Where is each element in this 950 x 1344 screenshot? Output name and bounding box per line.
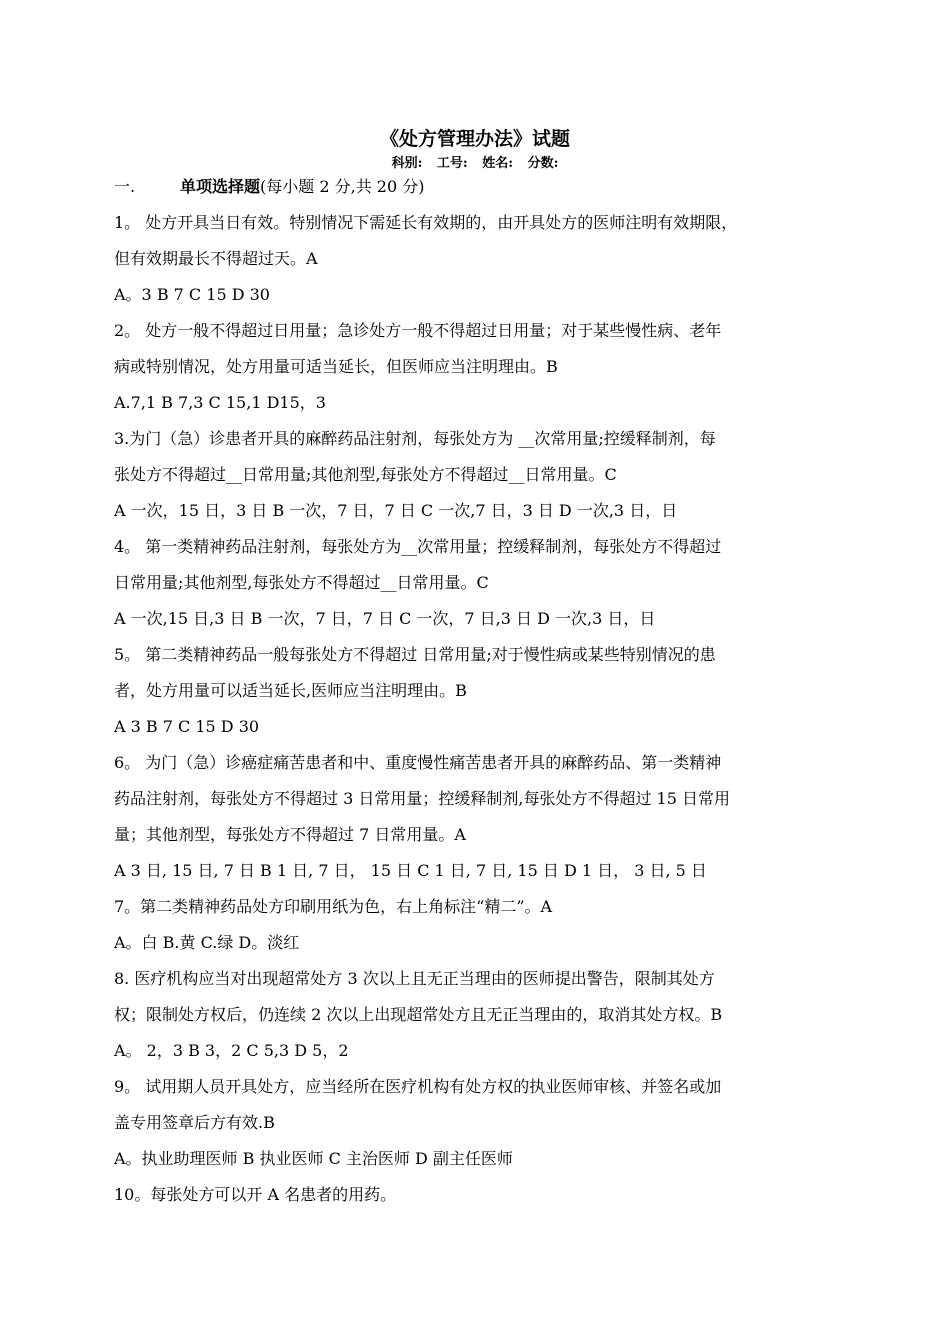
question-1-line-2: 但有效期最长不得超过天。A	[114, 249, 318, 268]
question-4-options: A 一次,15 日,3 日 B 一次，7 日，7 日 C 一次，7 日,3 日 D 一次,3 日，日	[114, 609, 656, 628]
question-8-options: A。 2，3 B 3，2 C 5,3 D 5，2	[114, 1041, 349, 1060]
question-5-line-2: 者，处方用量可以适当延长,医师应当注明理由。B	[114, 681, 467, 700]
score-label: 分数:	[527, 156, 559, 171]
question-3-line-2: 张处方不得超过__日常用量;其他剂型,每张处方不得超过__日常用量。C	[114, 465, 617, 484]
question-6-options: A 3 日, 15 日, 7 日 B 1 日, 7 日， 15 日 C 1 日, 7 日, 15 日 D 1 日， 3 日, 5 日	[114, 861, 707, 880]
question-6-line-2: 药品注射剂，每张处方不得超过 3 日常用量；控缓释制剂,每张处方不得超过 15 日常用	[114, 789, 730, 808]
section-number: 一.	[114, 177, 136, 196]
question-4-line-2: 日常用量;其他剂型,每张处方不得超过__日常用量。C	[114, 573, 489, 592]
question-3-options: A 一次，15 日，3 日 B 一次，7 日，7 日 C 一次,7 日，3 日 D 一次,3 日，日	[114, 501, 678, 520]
document-title: 《处方管理办法》试题	[379, 128, 570, 150]
question-2-line-1: 2。 处方一般不得超过日用量；急诊处方一般不得超过日用量；对于某些慢性病、老年	[114, 321, 722, 340]
question-8-line-1: 8. 医疗机构应当对出现超常处方 3 次以上且无正当理由的医师提出警告，限制其处方	[114, 969, 715, 988]
question-10-line-1: 10。每张处方可以开 A 名患者的用药。	[114, 1185, 397, 1204]
question-7-line-1: 7。第二类精神药品处方印刷用纸为色，右上角标注“精二”。A	[114, 897, 553, 916]
question-5-line-1: 5。 第二类精神药品一般每张处方不得超过 日常用量;对于慢性病或某些特别情况的患	[114, 645, 716, 664]
question-9-options: A。执业助理医师 B 执业医师 C 主治医师 D 副主任医师	[114, 1149, 513, 1168]
question-2-options: A.7,1 B 7,3 C 15,1 D15，3	[114, 393, 326, 412]
question-9-line-1: 9。 试用期人员开具处方，应当经所在医疗机构有处方权的执业医师审核、并签名或加	[114, 1077, 722, 1096]
department-label: 科别:	[391, 156, 423, 171]
section-note: (每小题 2 分,共 20 分)	[260, 177, 425, 196]
question-9-line-2: 盖专用签章后方有效.B	[114, 1113, 275, 1132]
question-4-line-1: 4。 第一类精神药品注射剂，每张处方为__次常用量；控缓释制剂，每张处方不得超过	[114, 537, 722, 556]
question-1-line-1: 1。 处方开具当日有效。特别情况下需延长有效期的，由开具处方的医师注明有效期限，	[114, 213, 738, 232]
question-6-line-1: 6。 为门（急）诊癌症痛苦患者和中、重度慢性痛苦患者开具的麻醉药品、第一类精神	[114, 753, 722, 772]
question-8-line-2: 权；限制处方权后，仍连续 2 次以上出现超常处方且无正当理由的，取消其处方权。B	[114, 1005, 723, 1024]
exam-info-line	[0, 152, 950, 171]
question-2-line-2: 病或特别情况，处方用量可适当延长，但医师应当注明理由。B	[114, 357, 558, 376]
question-1-options: A。3 B 7 C 15 D 30	[114, 285, 270, 304]
question-5-options: A 3 B 7 C 15 D 30	[114, 717, 260, 736]
question-6-line-3: 量；其他剂型，每张处方不得超过 7 日常用量。A	[114, 825, 466, 844]
employee-id-label: 工号:	[436, 156, 468, 171]
section-title: 单项选择题	[180, 177, 261, 196]
question-7-options: A。白 B.黄 C.绿 D。淡红	[114, 933, 300, 952]
section-heading	[114, 177, 424, 197]
question-3-line-1: 3.为门（急）诊患者开具的麻醉药品注射剂，每张处方为 __次常用量;控缓释制剂，每	[114, 429, 716, 448]
name-label: 姓名:	[482, 156, 514, 171]
